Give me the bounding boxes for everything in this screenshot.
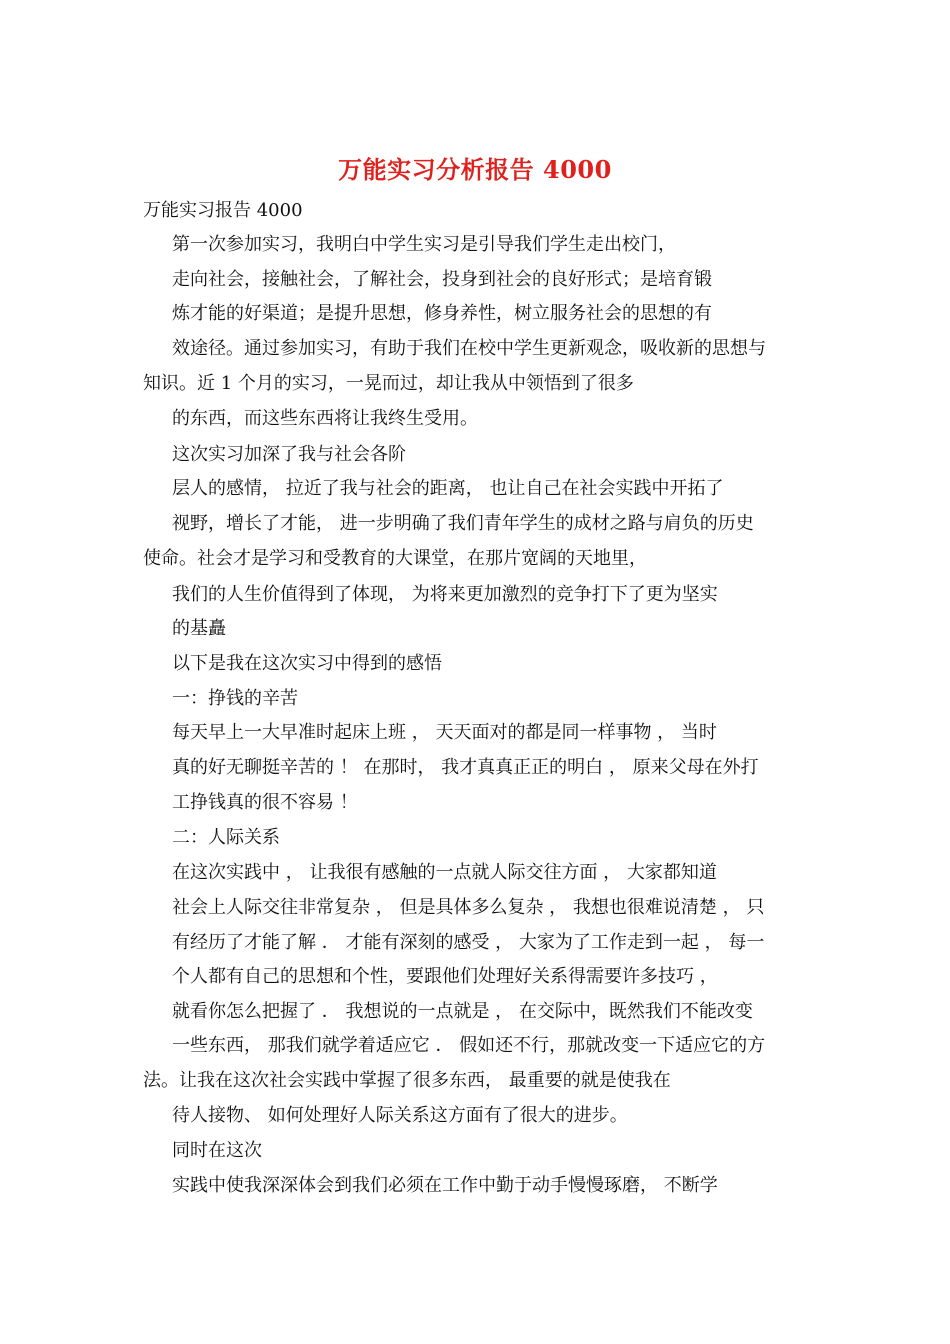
document-title: 万能实习分析报告 4000 [338, 155, 612, 184]
paragraph-line: 实践中使我深深体会到我们必须在工作中勤于动手慢慢琢磨， 不断学 [172, 1175, 718, 1196]
paragraph-line: 每天早上一大早准时起床上班 ， 天天面对的都是同一样事物 ， 当时 [172, 722, 717, 743]
paragraph-line: 这次实习加深了我与社会各阶 [172, 444, 406, 465]
paragraph-line: 使命。社会才是学习和受教育的大课堂，在那片宽阔的天地里， [143, 548, 647, 569]
paragraph-line: 工挣钱真的很不容易 ！ [172, 792, 358, 813]
paragraph-line: 同时在这次 [172, 1140, 262, 1161]
paragraph-line: 万能实习报告 4000 [143, 200, 303, 221]
paragraph-line: 第一次参加实习，我明白中学生实习是引导我们学生走出校门， [172, 234, 676, 255]
paragraph-line: 法。让我在这次社会实践中掌握了很多东西， 最重要的就是使我在 [143, 1070, 671, 1091]
paragraph-line: 走向社会，接触社会，了解社会，投身到社会的良好形式；是培育锻 [172, 269, 712, 290]
paragraph-line: 一些东西， 那我们就学着适应它 ． 假如还不行，那就改变一下适应它的方 [172, 1035, 766, 1056]
paragraph-line: 待人接物、 如何处理好人际关系这方面有了很大的进步。 [172, 1105, 628, 1126]
paragraph-line: 就看你怎么把握了 ． 我想说的一点就是 ， 在交际中，既然我们不能改变 [172, 1001, 753, 1022]
paragraph-line: 的基矗 [172, 618, 226, 639]
paragraph-line: 炼才能的好渠道；是提升思想，修身养性，树立服务社会的思想的有 [172, 303, 712, 324]
paragraph-line: 二：人际关系 [172, 827, 280, 848]
paragraph-line: 视野，增长了才能， 进一步明确了我们青年学生的成材之路与肩负的历史 [172, 513, 754, 534]
paragraph-line: 在这次实践中 ， 让我很有感触的一点就人际交往方面 ， 大家都知道 [172, 862, 717, 883]
paragraph-line: 有经历了才能了解 ． 才能有深刻的感受 ， 大家为了工作走到一起 ， 每一 [172, 932, 765, 953]
paragraph-line: 社会上人际交往非常复杂 ， 但是具体多么复杂 ， 我想也很难说清楚 ， 只 [172, 897, 765, 918]
paragraph-line: 个人都有自己的思想和个性，要跟他们处理好关系得需要许多技巧 ， [172, 966, 718, 987]
paragraph-line: 一：挣钱的辛苦 [172, 688, 298, 709]
paragraph-line: 效途径。通过参加实习，有助于我们在校中学生更新观念，吸收新的思想与 [172, 338, 766, 359]
paragraph-line: 的东西，而这些东西将让我终生受用。 [172, 408, 478, 429]
paragraph-line: 层人的感情， 拉近了我与社会的距离， 也让自己在社会实践中开拓了 [172, 478, 724, 499]
paragraph-line: 以下是我在这次实习中得到的感悟 [172, 653, 442, 674]
paragraph-line: 我们的人生价值得到了体现， 为将来更加激烈的竞争打下了更为坚实 [172, 584, 718, 605]
paragraph-line: 知识。近 1 个月的实习，一晃而过，却让我从中领悟到了很多 [143, 373, 634, 394]
paragraph-line: 真的好无聊挺辛苦的 ！ 在那时， 我才真真正正的明白 ， 原来父母在外打 [172, 757, 759, 778]
